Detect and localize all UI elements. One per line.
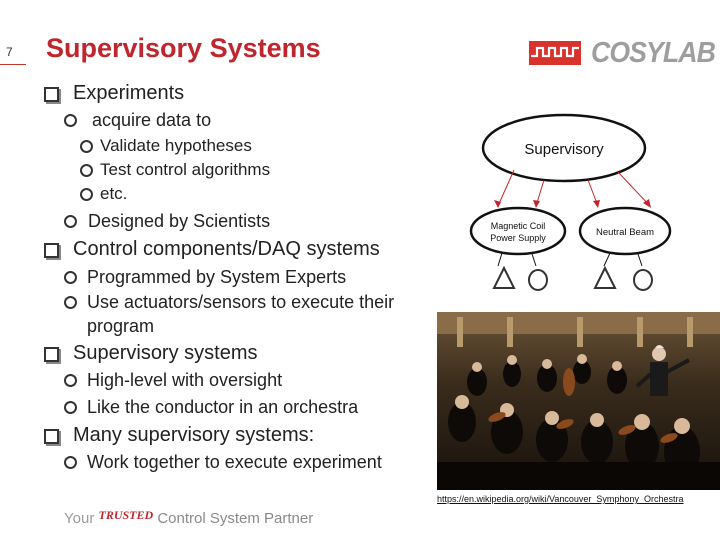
bullet-experiments: Experiments: [73, 82, 185, 104]
square-bullet-icon: [44, 429, 59, 444]
actuator-circle-icon: [529, 270, 547, 290]
ring-bullet-icon: [64, 114, 77, 127]
arrowhead-icon: [533, 200, 540, 208]
magnetic-coil-label-line1: Magnetic Coil: [490, 221, 546, 231]
square-bullet-icon: [44, 243, 59, 258]
bullet-test-control: Test control algorithms: [100, 160, 271, 179]
tagline-your: Your: [64, 510, 95, 527]
photo-caption-link[interactable]: https://en.wikipedia.org/wiki/Vancouver_Symphony_Orchestra: [437, 494, 684, 504]
square-bullet-icon: [44, 347, 59, 362]
diagram-arrow: [498, 170, 514, 206]
actuator-circle-icon: [634, 270, 652, 290]
bullet-control-components: Control components/DAQ systems: [73, 238, 380, 260]
footer-tagline: [64, 508, 313, 527]
diagram-link: [638, 254, 642, 266]
sensor-triangle-icon: [595, 268, 615, 288]
ring-bullet-icon: [64, 401, 77, 414]
diagram-link: [532, 254, 536, 266]
ring-bullet-icon: [64, 296, 77, 309]
orchestra-photo: [437, 312, 720, 490]
magnetic-coil-node: [471, 208, 565, 254]
cosylab-logo: [529, 37, 716, 69]
bullet-validate-hypotheses: Validate hypotheses: [100, 136, 252, 155]
bullet-many-supervisory: Many supervisory systems:: [73, 424, 315, 446]
bullet-acquire-data: acquire data to: [92, 110, 212, 130]
supervisory-node-label: Supervisory: [524, 141, 604, 158]
bullet-etc: etc.: [100, 184, 128, 203]
diagram-link: [498, 253, 502, 266]
tagline-trusted: TRUSTED: [98, 508, 154, 522]
bullet-supervisory-systems: Supervisory systems: [73, 342, 258, 364]
bullet-conductor: Like the conductor in an orchestra: [87, 397, 359, 417]
slide-number-rule: [0, 64, 26, 65]
logo-wordmark: COSYLAB: [591, 37, 716, 69]
supervisory-diagram: [438, 108, 720, 298]
pulse-wave-icon: [529, 41, 581, 65]
ring-bullet-icon: [80, 164, 93, 177]
diagram-link: [604, 253, 610, 266]
bullet-use-actuators: Use actuators/sensors to execute their: [87, 292, 395, 312]
tagline-rest: Control System Partner: [157, 510, 314, 527]
diagram-arrow: [618, 172, 650, 206]
ring-bullet-icon: [64, 215, 77, 228]
neutral-beam-label: Neutral Beam: [595, 227, 655, 238]
ring-bullet-icon: [64, 374, 77, 387]
orchestra-illustration: [437, 312, 720, 490]
ring-bullet-icon: [64, 456, 77, 469]
sensor-triangle-icon: [494, 268, 514, 288]
ring-bullet-icon: [80, 140, 93, 153]
slide-title: Supervisory Systems: [46, 33, 321, 63]
bullet-designed-by-scientists: Designed by Scientists: [88, 211, 271, 231]
arrowhead-icon: [593, 200, 600, 208]
square-bullet-icon: [44, 87, 59, 102]
slide-number: 7: [6, 45, 13, 59]
bullet-use-actuators-cont: program: [87, 316, 155, 336]
bullet-programmed: Programmed by System Experts: [87, 267, 347, 287]
ring-bullet-icon: [64, 271, 77, 284]
bullet-work-together: Work together to execute experiment: [87, 452, 382, 472]
magnetic-coil-label-line2: Power Supply: [490, 233, 546, 243]
bullet-high-level: High-level with oversight: [87, 370, 283, 390]
ring-bullet-icon: [80, 188, 93, 201]
